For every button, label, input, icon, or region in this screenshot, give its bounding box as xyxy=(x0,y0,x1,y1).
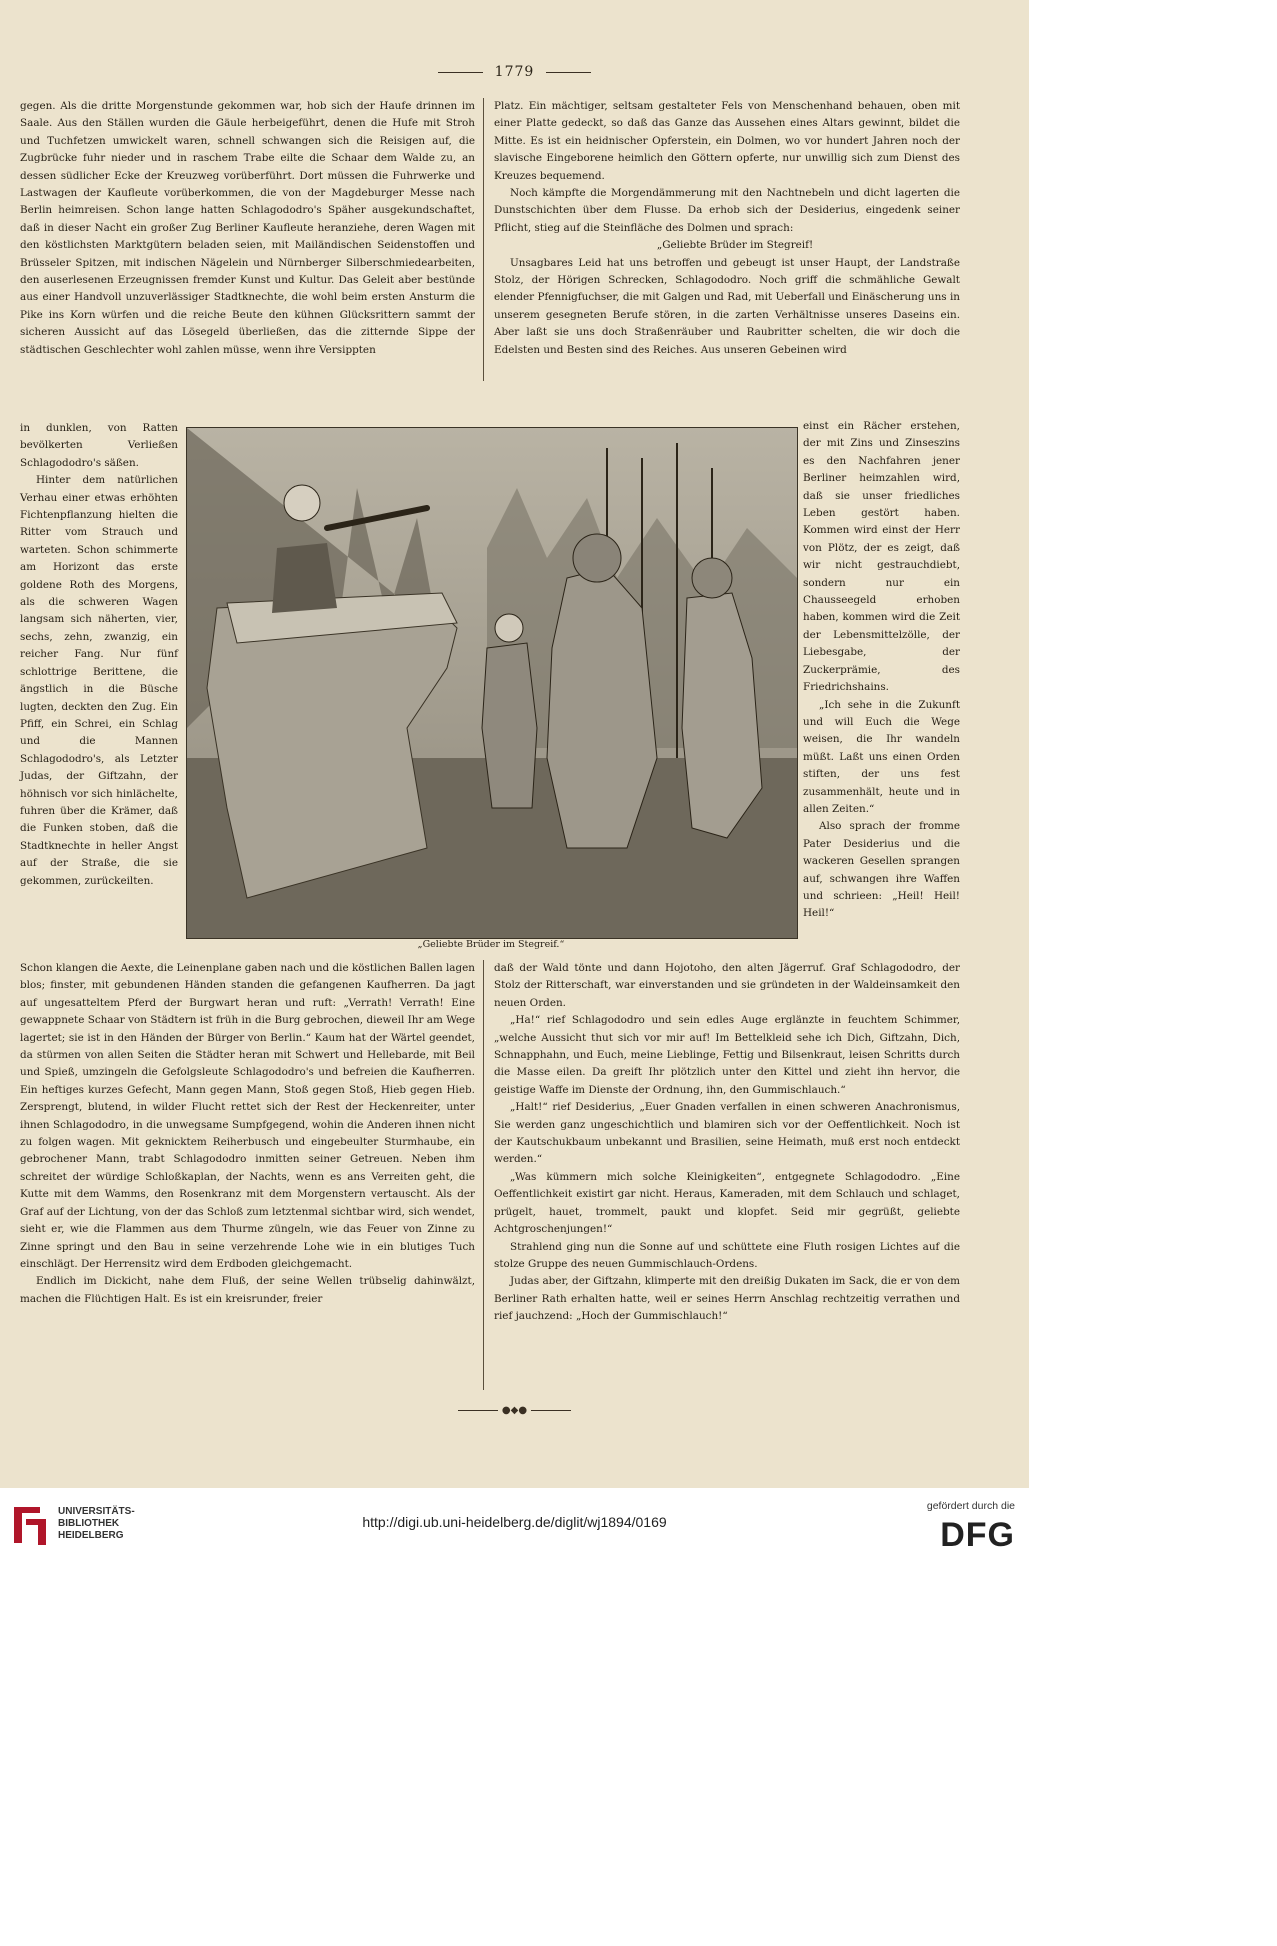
ornament-line xyxy=(458,1410,498,1411)
paragraph: Schon klangen die Aexte, die Leinenplane gaben nach und die köstlichen Ballen lagen blos; finster, mit gebundenen Händen standen die gefangenen Kaufherren. Da jagt auf ungesatteltem Pferd der Burgwart heran und ruft: „Verrath! Verrath! Eine gewappnete Schaar von Städtern ist früh in die Burg gebrochen, dieweil Ihr am Wege lagertet; sie ist in den Händen der Bürger von Berlin.“ Kaum hat der Wärtel geendet, da stürmen von allen Seiten die Städter heran mit Schwert und Hellebarde, mit Beil und Spieß, umzingeln die Gefolgsleute Schlagododro's und befreien die Kaufherren. Ein heftiges kurzes Gefecht, Mann gegen Mann, Stoß gegen Stoß, Hieb gegen Hieb. Zersprengt, blutend, in wilder Flucht rettet sich der Rest der Heckenreiter, unter ihnen Schlagododro, in die unwegsame Sumpfgegend, wohin die Anderen ihnen nicht zu folgen wagen. Mit geknicktem Reiherbusch und eingebeulter Sturmhaube, ein gebrochener Mann, trabt Schlagododro inmitten seiner Getreuen. Neben ihm schreitet der würdige Schloßkaplan, der Nachts, wenn es ans Verreiten geht, die Kutte mit dem Wamms, den Rosenkranz mit dem Morgenstern vertauscht. Als der Graf auf der Lichtung, von der das Schloß zum letztenmal sichtbar wird, sich wendet, sieht er, wie die Flammen aus dem Thurme züngeln, wie das Feuer von Zinne zu Zinne springt und den Bau in seine verzehrende Lohe wie in ein blutiges Tuch einschlägt. Der Herrensitz wird dem Erdboden gleichgemacht. xyxy=(20,962,475,1270)
column-rule-top xyxy=(483,98,484,381)
column-rule-bottom xyxy=(483,960,484,1390)
paragraph: Endlich im Dickicht, nahe dem Fluß, der seine Wellen trübselig dahinwälzt, machen die Flüchtigen Halt. Es ist ein kreisrunder, freier xyxy=(20,1275,475,1305)
paragraph: „Ha!“ rief Schlagododro und sein edles Auge erglänzte in feuchtem Schimmer, „welche Aussicht thut sich vor mir auf! Im Bettelkleid sehe ich Dich, Giftzahn, Dich, Schnapphahn, und Euch, meine Lieblinge, Fettig und Bilsenkraut, leisen Schritts durch die Masse eilen. Da greift Ihr plötzlich unter den Kittel und zieht ihn hervor, die geistige Waffe im Dienste der Ordnung, ihn, den Gummischlauch.“ xyxy=(494,1014,960,1096)
paragraph: „Halt!“ rief Desiderius, „Euer Gnaden verfallen in einen schweren Anachronismus, Sie werden ganz ungeschichtlich und blamiren sich vor der Oeffentlichkeit. Noch ist der Kautschukbaum unbekannt und Brasilien, seine Heimath, muß erst noch entdeckt werden.“ xyxy=(494,1101,960,1166)
uni-line: BIBLIOTHEK xyxy=(58,1518,120,1529)
paragraph: Judas aber, der Giftzahn, klimperte mit den dreißig Dukaten im Sack, die er von dem Berliner Rath erhalten hatte, weil er seines Herrn Anschlag rechtzeitig verrathen und rief jauchzend: „Hoch der Gummischlauch!“ xyxy=(494,1275,960,1323)
left-column-bottom xyxy=(20,960,475,1308)
paragraph: Platz. Ein mächtiger, seltsam gestalteter Fels von Menschenhand behauen, oben mit einer Platte gedeckt, so daß das Ganze das Aussehen eines Altars gewinnt, bildet die Mitte. Es ist ein heidnischer Opferstein, ein Dolmen, wo vor hundert Jahren noch der slavische Eingeborene heimlich den Göttern opferte, nur unwillig sich zum Dienst des Kreuzes bequemend. xyxy=(494,100,960,182)
paragraph: Also sprach der fromme Pater Desiderius und die wackeren Gesellen sprangen auf, schwangen ihre Waffen und schrieen: „Heil! Heil! Heil!“ xyxy=(803,820,960,920)
paragraph: Unsagbares Leid hat uns betroffen und gebeugt ist unser Haupt, der Landstraße Stolz, der Hörigen Schrecken, Schlagododro. Noch griff die schmähliche Gewalt elender Pfennigfuchser, die mit Galgen und Rad, mit Ueberfall und Einäscherung uns in unserem gesegneten Berufe stören, in die zarten Verhältnisse unseres Daseins ein. Aber laßt sie uns doch Straßenräuber und Raubritter schelten, die wir doch die Edelsten und Besten sind des Reiches. Aus unseren Gebeinen wird xyxy=(494,256,960,356)
funding-note: gefördert durch die xyxy=(926,1500,1015,1512)
ornament-line xyxy=(531,1410,571,1411)
dfg-logo[interactable]: DFG xyxy=(940,1516,1015,1554)
paragraph: Hinter dem natürlichen Verhau einer etwas erhöhten Fichtenpflanzung hielten die Ritter vom Strauch und warteten. Schon schimmerte am Horizont das erste goldene Roth des Morgens, als die schweren Wagen langsam sich näherten, vier, sechs, zehn, zwanzig, ein reicher Fang. Nur fünf schlottrige Berittene, die ängstlich in die Büsche lugten, deckten den Zug. Ein Pfiff, ein Schrei, ein Schlag und die Mannen Schlagododro's, als Letzter Judas, der Giftzahn, der höhnisch vor sich hinlächelte, fuhren über die Krämer, daß die Funken stoben, daß die Stadtknechte in heller Angst auf der Straße, die sie gekommen, zurückeilten. xyxy=(20,474,178,887)
paragraph: „Was kümmern mich solche Kleinigkeiten“, entgegnete Schlagododro. „Eine Oeffentlichkeit existirt gar nicht. Heraus, Kameraden, mit dem Schlauch und schlaget, prügelt, hauet, trommelt, paukt und klopfet. Seid mir gegrüßt, geliebte Achtgroschenjungen!“ xyxy=(494,1170,960,1236)
paragraph: in dunklen, von Ratten bevölkerten Verließen Schlagododro's säßen. xyxy=(20,422,178,469)
paragraph: daß der Wald tönte und dann Hojotoho, den alten Jägerruf. Graf Schlagododro, der Stolz der Ritterschaft, war einverstanden und sie gründeten in der Waldeinsamkeit den neuen Orden. xyxy=(494,962,960,1009)
viewer-footer xyxy=(0,1488,1029,1568)
illustration-drawing xyxy=(187,428,797,938)
paragraph: Strahlend ging nun die Sonne auf und schüttete eine Fluth rosigen Lichtes auf die stolze Gruppe des neuen Gummischlauch-Ordens. xyxy=(494,1240,960,1270)
header-ornament-right xyxy=(546,72,591,73)
paragraph: gegen. Als die dritte Morgenstunde gekommen war, hob sich der Haufe drinnen im Saale. Aus den Ställen wurden die Gäule herbeigeführt, denen die Hufe mit Stroh und Tuchfetzen umwickelt waren, schnell schwangen sich die Reisigen auf, die Zugbrücke fuhr nieder und in raschem Trabe eilte die Schaar dem Walde zu, an dessen südlicher Ecke der Kreuzweg vorüberführt. Dort müssen die Fuhrwerke und Lastwagen der Kaufleute vorüberkommen, die von der Magdeburger Messe nach Berlin heimreisen. Schon lange hatten Schlagododro's Späher ausgekundschaftet, daß in dieser Nacht ein großer Zug Berliner Kaufleute heranziehe, deren Wagen mit den köstlichsten Marktgütern beladen seien, mit Mailändischen Seidenstoffen und Brüsseler Spitzen, mit indischen Nägelein und Nürnberger Silberschmiedearbeiten, den auserlesenen Erzeugnissen fremder Kunst und Kultur. Das Geleit aber bestünde aus einer Handvoll unzuverlässiger Stadtknechte, die wohl beim ersten Ansturm die Pike ins Korn würfen und die reiche Beute den kühnen Glücksrittern sammt der sicheren Aussicht auf das Lösegeld überließen, das die zitternde Sippe der städtischen Geschlechter wohl zahlen müsse, wenn ihre Versippten xyxy=(20,100,475,356)
illustration-knights-at-dolmen xyxy=(186,427,798,939)
right-column-top xyxy=(494,98,960,359)
right-column-bottom xyxy=(494,960,960,1326)
speech-heading: „Geliebte Brüder im Stegreif! xyxy=(656,239,814,252)
page-header xyxy=(0,64,1029,80)
right-column-narrow xyxy=(803,418,960,923)
illustration-caption: „Geliebte Brüder im Stegreif.“ xyxy=(417,939,565,950)
left-column-narrow xyxy=(20,420,178,890)
uni-line: UNIVERSITÄTS- xyxy=(58,1506,135,1517)
footer-ornament: ●◆● xyxy=(0,1405,1029,1416)
paragraph: einst ein Rächer erstehen, der mit Zins und Zinseszins es den Nachfahren jener Berliner heimzahlen wird, daß sie unser friedliches Leben gestört haben. Kommen wird einst der Herr von Plötz, der es zeigt, daß wir nicht gestrauchdiebt, sondern nur ein Chausseegeld erhoben haben, kommen wird die Zeit der Lebensmittelzölle, der Liebesgabe, der Zuckerprämie, des Friedrichshains. xyxy=(803,420,960,694)
page-number: 1779 xyxy=(494,64,535,80)
paragraph: „Ich sehe in die Zukunft und will Euch die Wege weisen, die Ihr wandeln müßt. Laßt uns einen Orden stiften, der uns fest zusammenhält, heute und in allen Zeiten.“ xyxy=(803,698,960,815)
permalink-url[interactable]: http://digi.ub.uni-heidelberg.de/diglit/wj1894/0169 xyxy=(362,1514,667,1530)
paragraph: Noch kämpfte die Morgendämmerung mit den Nachtnebeln und dicht lagerten die Dunstschichten über dem Flusse. Da erhob sich der Desiderius, eingedenk seiner Pflicht, stieg auf die Steinfläche des Dolmen und sprach: xyxy=(494,187,960,234)
header-ornament-left xyxy=(438,72,483,73)
left-column-top xyxy=(20,98,475,359)
uni-line: HEIDELBERG xyxy=(58,1530,124,1541)
